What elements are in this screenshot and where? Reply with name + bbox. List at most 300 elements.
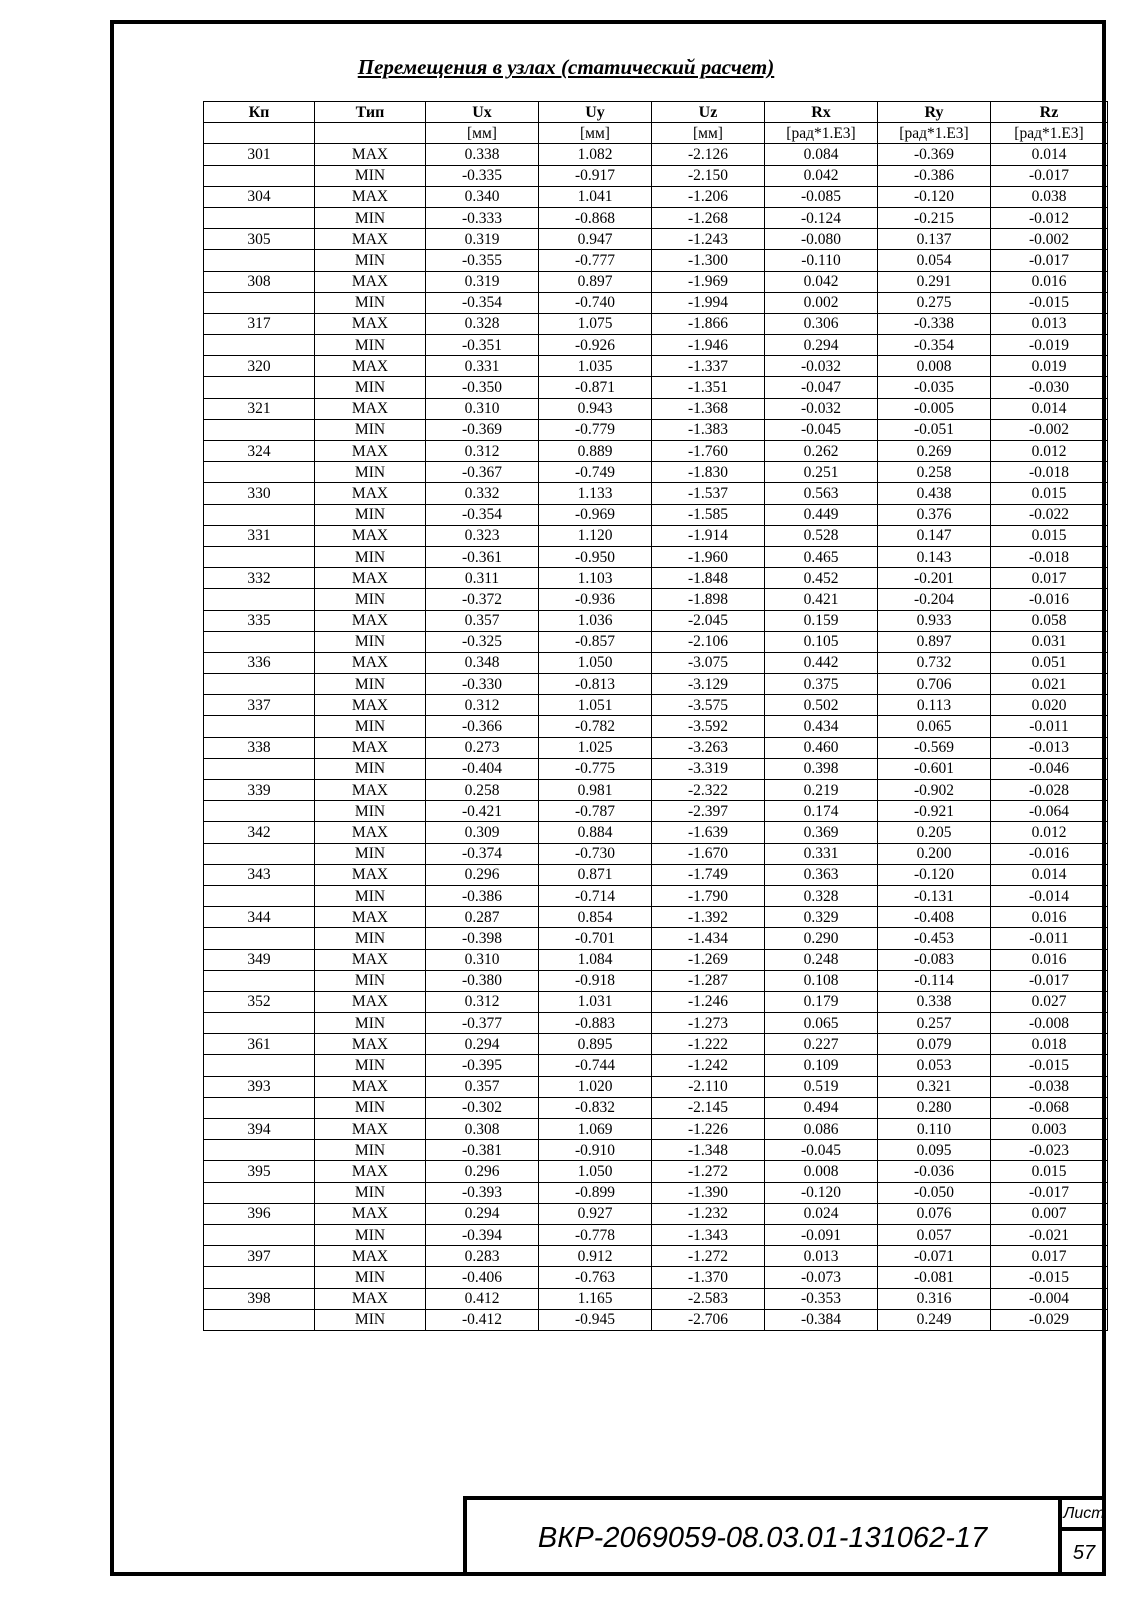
unit-cell: [рад*1.E3]: [765, 123, 878, 144]
table-cell: -2.397: [652, 801, 765, 822]
table-row: [204, 1076, 1108, 1097]
table-cell: 0.200: [878, 843, 991, 864]
table-cell: -1.898: [652, 589, 765, 610]
table-cell: -0.046: [991, 758, 1108, 779]
unit-cell: [мм]: [426, 123, 539, 144]
table-cell: 0.398: [765, 758, 878, 779]
table-cell: -0.302: [426, 1097, 539, 1118]
table-cell: -0.380: [426, 970, 539, 991]
table-cell: MIN: [315, 165, 426, 186]
table-cell: 0.014: [991, 864, 1108, 885]
table-cell: MIN: [315, 546, 426, 567]
table-cell: MIN: [315, 504, 426, 525]
table-cell: 0.306: [765, 313, 878, 334]
table-cell: 1.050: [539, 652, 652, 673]
table-cell: -2.706: [652, 1309, 765, 1330]
table-cell: 0.227: [765, 1034, 878, 1055]
table-cell: 0.528: [765, 525, 878, 546]
table-cell: 321: [204, 398, 315, 419]
table-cell: 0.143: [878, 546, 991, 567]
table-units-row: [204, 123, 1108, 144]
table-cell: -0.022: [991, 504, 1108, 525]
table-cell: -0.131: [878, 885, 991, 906]
table-cell: -0.047: [765, 377, 878, 398]
table-cell: MAX: [315, 737, 426, 758]
table-cell: MAX: [315, 610, 426, 631]
table-cell: 0.357: [426, 610, 539, 631]
table-cell: -1.670: [652, 843, 765, 864]
table-row: [204, 335, 1108, 356]
table-cell: -1.914: [652, 525, 765, 546]
table-cell: -0.381: [426, 1140, 539, 1161]
table-row: [204, 610, 1108, 631]
table-cell: 344: [204, 907, 315, 928]
table-row: [204, 928, 1108, 949]
table-cell: 1.069: [539, 1119, 652, 1140]
table-cell: 0.076: [878, 1203, 991, 1224]
table-cell: -1.392: [652, 907, 765, 928]
table-row: [204, 546, 1108, 567]
table-cell: 343: [204, 864, 315, 885]
table-cell: MAX: [315, 313, 426, 334]
table-row: [204, 1013, 1108, 1034]
table-cell: 0.013: [991, 313, 1108, 334]
table-cell: 0.179: [765, 991, 878, 1012]
table-cell: 0.275: [878, 292, 991, 313]
table-cell: 394: [204, 1119, 315, 1140]
table-cell: 0.042: [765, 271, 878, 292]
table-row: [204, 1034, 1108, 1055]
table-cell: 308: [204, 271, 315, 292]
table-cell: 0.016: [991, 271, 1108, 292]
table-cell: [204, 165, 315, 186]
table-row: [204, 631, 1108, 652]
table-cell: -0.354: [426, 504, 539, 525]
table-cell: 0.016: [991, 907, 1108, 928]
table-cell: 0.008: [878, 356, 991, 377]
table-cell: 0.338: [878, 991, 991, 1012]
table-cell: -1.585: [652, 504, 765, 525]
table-cell: 0.016: [991, 949, 1108, 970]
table-cell: [204, 462, 315, 483]
table-cell: -1.370: [652, 1267, 765, 1288]
table-cell: 0.449: [765, 504, 878, 525]
table-cell: MAX: [315, 695, 426, 716]
table-cell: -0.393: [426, 1182, 539, 1203]
table-row: [204, 801, 1108, 822]
table-cell: 398: [204, 1288, 315, 1309]
table-cell: [204, 589, 315, 610]
table-cell: -1.760: [652, 441, 765, 462]
table-cell: 0.054: [878, 250, 991, 271]
table-cell: -2.045: [652, 610, 765, 631]
table-cell: -1.866: [652, 313, 765, 334]
table-cell: MAX: [315, 229, 426, 250]
table-cell: 0.296: [426, 864, 539, 885]
table-cell: -3.592: [652, 716, 765, 737]
table-cell: 0.021: [991, 674, 1108, 695]
table-cell: 0.943: [539, 398, 652, 419]
table-cell: 1.035: [539, 356, 652, 377]
table-cell: 0.065: [765, 1013, 878, 1034]
table-cell: MIN: [315, 801, 426, 822]
table-cell: -1.243: [652, 229, 765, 250]
table-cell: 0.331: [765, 843, 878, 864]
table-cell: -0.335: [426, 165, 539, 186]
table-cell: 0.460: [765, 737, 878, 758]
header-cell: Uy: [539, 102, 652, 123]
table-cell: -1.300: [652, 250, 765, 271]
table-cell: -1.268: [652, 207, 765, 228]
table-cell: MAX: [315, 525, 426, 546]
table-cell: MAX: [315, 568, 426, 589]
table-cell: 0.294: [765, 335, 878, 356]
table-cell: 1.036: [539, 610, 652, 631]
table-cell: [204, 1013, 315, 1034]
table-cell: -0.714: [539, 885, 652, 906]
table-cell: MAX: [315, 1119, 426, 1140]
table-cell: -3.575: [652, 695, 765, 716]
table-cell: 0.452: [765, 568, 878, 589]
table-cell: 342: [204, 822, 315, 843]
table-cell: 0.280: [878, 1097, 991, 1118]
table-cell: 0.465: [765, 546, 878, 567]
table-cell: 338: [204, 737, 315, 758]
table-cell: 0.024: [765, 1203, 878, 1224]
header-cell: Кп: [204, 102, 315, 123]
table-cell: 0.258: [426, 780, 539, 801]
table-row: [204, 504, 1108, 525]
table-cell: 0.251: [765, 462, 878, 483]
table-cell: -1.343: [652, 1224, 765, 1245]
table-cell: MAX: [315, 483, 426, 504]
table-cell: MIN: [315, 292, 426, 313]
table-cell: -1.390: [652, 1182, 765, 1203]
table-cell: -0.926: [539, 335, 652, 356]
table-cell: -0.377: [426, 1013, 539, 1034]
table-row: [204, 907, 1108, 928]
table-cell: -0.050: [878, 1182, 991, 1203]
table-cell: -0.008: [991, 1013, 1108, 1034]
table-cell: 0.017: [991, 568, 1108, 589]
table-cell: 1.041: [539, 186, 652, 207]
table-cell: -0.453: [878, 928, 991, 949]
table-cell: 395: [204, 1161, 315, 1182]
table-cell: -2.126: [652, 144, 765, 165]
table-row: [204, 970, 1108, 991]
table-cell: 0.079: [878, 1034, 991, 1055]
table-cell: MAX: [315, 780, 426, 801]
table-cell: 0.137: [878, 229, 991, 250]
table-cell: -0.333: [426, 207, 539, 228]
table-cell: -0.013: [991, 737, 1108, 758]
table-cell: -1.790: [652, 885, 765, 906]
table-cell: -0.778: [539, 1224, 652, 1245]
table-cell: -1.232: [652, 1203, 765, 1224]
table-cell: -1.287: [652, 970, 765, 991]
table-cell: 320: [204, 356, 315, 377]
table-cell: -3.263: [652, 737, 765, 758]
table-cell: -0.017: [991, 250, 1108, 271]
table-cell: -0.081: [878, 1267, 991, 1288]
table-row: [204, 186, 1108, 207]
table-cell: -0.330: [426, 674, 539, 695]
table-cell: -0.028: [991, 780, 1108, 801]
table-cell: MIN: [315, 928, 426, 949]
table-cell: -0.215: [878, 207, 991, 228]
table-cell: 349: [204, 949, 315, 970]
table-cell: 0.159: [765, 610, 878, 631]
table-cell: -0.777: [539, 250, 652, 271]
table-cell: 0.219: [765, 780, 878, 801]
table-cell: -1.273: [652, 1013, 765, 1034]
table-cell: -0.386: [878, 165, 991, 186]
table-row: [204, 1097, 1108, 1118]
table-cell: [204, 1055, 315, 1076]
table-cell: -0.361: [426, 546, 539, 567]
table-cell: 0.947: [539, 229, 652, 250]
table-body: [204, 144, 1108, 1331]
table-cell: 0.363: [765, 864, 878, 885]
table-row: [204, 398, 1108, 419]
table-cell: MAX: [315, 398, 426, 419]
table-cell: -1.272: [652, 1161, 765, 1182]
table-row: [204, 1246, 1108, 1267]
table-cell: -0.051: [878, 419, 991, 440]
table-cell: -0.883: [539, 1013, 652, 1034]
table-row: [204, 1055, 1108, 1076]
table-cell: -0.367: [426, 462, 539, 483]
table-cell: MIN: [315, 1309, 426, 1330]
table-row: [204, 419, 1108, 440]
table-cell: -1.383: [652, 419, 765, 440]
table-cell: 1.051: [539, 695, 652, 716]
table-cell: -0.406: [426, 1267, 539, 1288]
table-cell: -0.201: [878, 568, 991, 589]
table-cell: 1.082: [539, 144, 652, 165]
table-row: [204, 822, 1108, 843]
table-cell: -1.242: [652, 1055, 765, 1076]
table-header-row: [204, 102, 1108, 123]
table-cell: 0.494: [765, 1097, 878, 1118]
table-cell: -0.120: [878, 186, 991, 207]
table-cell: [204, 801, 315, 822]
table-row: [204, 250, 1108, 271]
table-row: [204, 991, 1108, 1012]
table-cell: 0.933: [878, 610, 991, 631]
table-cell: 339: [204, 780, 315, 801]
table-cell: -0.369: [426, 419, 539, 440]
table-cell: 0.147: [878, 525, 991, 546]
table-cell: MAX: [315, 441, 426, 462]
table-cell: 0.376: [878, 504, 991, 525]
table-cell: 0.290: [765, 928, 878, 949]
table-cell: 0.249: [878, 1309, 991, 1330]
table-cell: 1.020: [539, 1076, 652, 1097]
table-cell: 0.889: [539, 441, 652, 462]
table-cell: -0.350: [426, 377, 539, 398]
table-row: [204, 483, 1108, 504]
table-cell: -2.150: [652, 165, 765, 186]
table-row: [204, 292, 1108, 313]
table-cell: 0.332: [426, 483, 539, 504]
table-cell: -0.353: [765, 1288, 878, 1309]
table-cell: -0.740: [539, 292, 652, 313]
table-cell: -1.946: [652, 335, 765, 356]
table-cell: -1.639: [652, 822, 765, 843]
table-cell: [204, 885, 315, 906]
table-cell: [204, 1097, 315, 1118]
table-row: [204, 716, 1108, 737]
table-row: [204, 1203, 1108, 1224]
table-cell: 336: [204, 652, 315, 673]
table-cell: 0.434: [765, 716, 878, 737]
header-cell: Ux: [426, 102, 539, 123]
table-cell: -2.106: [652, 631, 765, 652]
table-cell: -0.080: [765, 229, 878, 250]
table-cell: 0.287: [426, 907, 539, 928]
table-cell: -0.015: [991, 1055, 1108, 1076]
table-cell: 0.369: [765, 822, 878, 843]
table-cell: -0.091: [765, 1224, 878, 1245]
unit-cell: [рад*1.E3]: [991, 123, 1108, 144]
table-cell: -0.064: [991, 801, 1108, 822]
table-cell: -0.701: [539, 928, 652, 949]
table-cell: 0.273: [426, 737, 539, 758]
unit-cell: [315, 123, 426, 144]
table-cell: MAX: [315, 144, 426, 165]
table-cell: -0.421: [426, 801, 539, 822]
table-cell: -1.434: [652, 928, 765, 949]
table-cell: -0.744: [539, 1055, 652, 1076]
table-cell: 317: [204, 313, 315, 334]
table-cell: -0.114: [878, 970, 991, 991]
table-cell: 0.981: [539, 780, 652, 801]
table-cell: -0.384: [765, 1309, 878, 1330]
table-cell: -0.068: [991, 1097, 1108, 1118]
table-cell: -0.338: [878, 313, 991, 334]
table-cell: -1.830: [652, 462, 765, 483]
table-cell: -1.226: [652, 1119, 765, 1140]
table-row: [204, 1119, 1108, 1140]
table-cell: 0.248: [765, 949, 878, 970]
table-cell: MAX: [315, 1076, 426, 1097]
table-cell: MIN: [315, 335, 426, 356]
table-cell: MIN: [315, 462, 426, 483]
table-cell: -0.601: [878, 758, 991, 779]
table-cell: 1.120: [539, 525, 652, 546]
unit-cell: [204, 123, 315, 144]
table-cell: -1.269: [652, 949, 765, 970]
table-row: [204, 1309, 1108, 1330]
table-cell: -0.004: [991, 1288, 1108, 1309]
table-cell: 0.015: [991, 483, 1108, 504]
table-cell: 0.338: [426, 144, 539, 165]
table-cell: 0.310: [426, 949, 539, 970]
table-row: [204, 1161, 1108, 1182]
table-cell: -1.960: [652, 546, 765, 567]
table-row: [204, 165, 1108, 186]
table-cell: -0.782: [539, 716, 652, 737]
table-cell: -0.354: [878, 335, 991, 356]
table-cell: 0.015: [991, 525, 1108, 546]
table-row: [204, 695, 1108, 716]
table-cell: -0.921: [878, 801, 991, 822]
table-row: [204, 1267, 1108, 1288]
table-cell: -0.016: [991, 843, 1108, 864]
table-cell: 0.323: [426, 525, 539, 546]
table-cell: 331: [204, 525, 315, 546]
table-cell: -0.945: [539, 1309, 652, 1330]
unit-cell: [мм]: [652, 123, 765, 144]
table-cell: -0.351: [426, 335, 539, 356]
table-cell: [204, 1224, 315, 1245]
table-cell: 0.884: [539, 822, 652, 843]
table-cell: -0.005: [878, 398, 991, 419]
table-cell: 0.912: [539, 1246, 652, 1267]
table-cell: 361: [204, 1034, 315, 1055]
table-cell: [204, 1309, 315, 1330]
table-row: [204, 377, 1108, 398]
table-cell: -1.749: [652, 864, 765, 885]
table-cell: -0.011: [991, 716, 1108, 737]
table-cell: -1.994: [652, 292, 765, 313]
table-cell: -0.910: [539, 1140, 652, 1161]
header-cell: Ry: [878, 102, 991, 123]
table-cell: 0.262: [765, 441, 878, 462]
table-cell: -0.032: [765, 398, 878, 419]
table-cell: 0.291: [878, 271, 991, 292]
table-cell: -2.322: [652, 780, 765, 801]
table-cell: 0.108: [765, 970, 878, 991]
table-cell: -0.775: [539, 758, 652, 779]
table-cell: 0.328: [765, 885, 878, 906]
page-title: Перемещения в узлах (статический расчет): [357, 55, 775, 79]
table-cell: -0.018: [991, 462, 1108, 483]
table-row: [204, 758, 1108, 779]
header-cell: Rx: [765, 102, 878, 123]
table-cell: -3.075: [652, 652, 765, 673]
sheet-label: Лист: [1062, 1500, 1106, 1531]
table-cell: 0.312: [426, 695, 539, 716]
table-cell: -0.569: [878, 737, 991, 758]
table-row: [204, 737, 1108, 758]
table-cell: -0.354: [426, 292, 539, 313]
table-cell: [204, 207, 315, 228]
table-cell: 0.003: [991, 1119, 1108, 1140]
table-cell: -1.351: [652, 377, 765, 398]
table-cell: [204, 674, 315, 695]
header-cell: Uz: [652, 102, 765, 123]
table-cell: -0.366: [426, 716, 539, 737]
table-cell: -0.749: [539, 462, 652, 483]
table-cell: -0.002: [991, 419, 1108, 440]
table-cell: -0.015: [991, 1267, 1108, 1288]
table-cell: -0.325: [426, 631, 539, 652]
table-cell: 0.563: [765, 483, 878, 504]
table-cell: 0.002: [765, 292, 878, 313]
table-cell: MIN: [315, 1140, 426, 1161]
table-row: [204, 674, 1108, 695]
table-cell: -1.272: [652, 1246, 765, 1267]
table-cell: 0.019: [991, 356, 1108, 377]
table-row: [204, 1288, 1108, 1309]
table-cell: -0.730: [539, 843, 652, 864]
table-cell: -0.204: [878, 589, 991, 610]
table-cell: -0.398: [426, 928, 539, 949]
table-cell: 0.031: [991, 631, 1108, 652]
table-cell: -0.779: [539, 419, 652, 440]
